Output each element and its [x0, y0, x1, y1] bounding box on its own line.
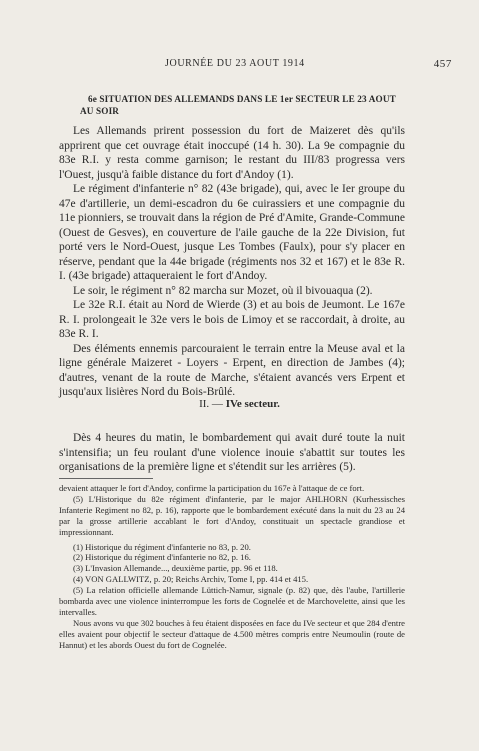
paragraph: Le 32e R.I. était au Nord de Wierde (3) et au bois de Jeumont. Le 167e R. I. prolongeait le 32e vers le bois de Limoy et se raccordait, à droite, au 83e R. I.	[59, 299, 405, 340]
page-number: 457	[433, 58, 452, 70]
footnotes	[59, 483, 405, 651]
footnote: (5) La relation officielle allemande Lüttich-Namur, signale (p. 82) que, dès l'aube, l'artillerie bombarda avec une violence ininterrompue les forts de Cognelée et de Marchovelette, ainsi que les intervalles.	[59, 585, 405, 617]
footnote: Nous avons vu que 302 bouches à feu étaient disposées en face du IVe secteur et que 284 d'entre elles avaient pour objectif le secteur d'attaque de 4.500 mètres compris entre Neumoulin (route de Hannut) et les abords Ouest du fort de Cognelée.	[59, 617, 405, 650]
section-body	[59, 124, 405, 400]
footnote: (1) Historique du régiment d'infanterie no 83, p. 20.	[73, 541, 251, 552]
footnote-divider	[59, 478, 153, 479]
paragraph: Le régiment d'infanterie n° 82 (43e brigade), qui, avec le Ier groupe du 47e d'artillerie, un demi-escadron du 6e cuirassiers et une compagnie du 11e pionniers, se trouvait dans la région de Pré d'Amite, Grande-Commune (Ouest de Gesves), en couverture de l'aile gauche de la 22e Division, fut porté vers le Nord-Ouest, jusque Les Tombes (Faulx), pour s'y placer en réserve, pendant que la 44e brigade (régiments nos 32 et 167) et le 83e R. I. (43e brigade) attaqueraient le fort d'Andoy.	[59, 183, 405, 282]
paragraph: Dès 4 heures du matin, le bombardement qui avait duré toute la nuit s'intensifia; un feu roulant d'une violence inouie s'abattit sur toutes les organisations de la première ligne et s'étendit sur les arrières (5).	[59, 432, 405, 473]
running-header	[0, 58, 479, 72]
footnote: (4) VON GALLWITZ, p. 20; Reichs Archiv, Tome I, pp. 414 et 415.	[73, 574, 309, 585]
section-heading: 6e SITUATION DES ALLEMANDS DANS LE 1er SECTEUR LE 23 AOUT AU SOIR	[80, 94, 396, 116]
running-title: JOURNÉE DU 23 AOUT 1914	[165, 58, 305, 69]
paragraph: Des éléments ennemis parcouraient le terrain entre la Meuse aval et la ligne générale Maizeret - Loyers - Erpent, en direction de Jambes (4); d'autres, venant de la route de Marche, s'étaient avancés vers Erpent et jusqu'aux lisières Nord du Bois-Brûlé.	[59, 342, 405, 398]
subsection-numeral: II. —	[199, 398, 223, 410]
footnote: (2) Historique du régiment d'infanterie no 82, p. 16.	[73, 552, 251, 563]
subsection-body	[59, 431, 405, 475]
paragraph: Les Allemands prirent possession du fort de Maizeret dès qu'ils apprirent que cet ouvrage était inoccupé (14 h. 30). La 9e compagnie du 83e R.I. y resta comme garnison; le restant du III/83 progressa vers l'Ouest, jusqu'à faible distance du fort d'Andoy (1).	[59, 125, 405, 181]
footnote: (3) L'Invasion Allemande..., deuxième partie, pp. 96 et 118.	[73, 563, 278, 574]
footnote: devaient attaquer le fort d'Andoy, confirme la participation du 167e à l'attaque de ce fort.	[59, 483, 365, 493]
subsection-heading	[0, 398, 479, 410]
subsection-title: IVe secteur.	[225, 398, 280, 410]
paragraph: Le soir, le régiment n° 82 marcha sur Mozet, où il bivouaqua (2).	[73, 284, 373, 297]
footnote: (5) L'Historique du 82e régiment d'infanterie, par le major AHLHORN (Kurhessisches Infanterie Regiment no 82, p. 16), rapporte que le bombardement exécuté dans la nuit du 23 au 24 par la grosse artillerie accablant le fort d'Andoy, constituait un spectacle grandiose et impressionnant.	[59, 493, 405, 537]
